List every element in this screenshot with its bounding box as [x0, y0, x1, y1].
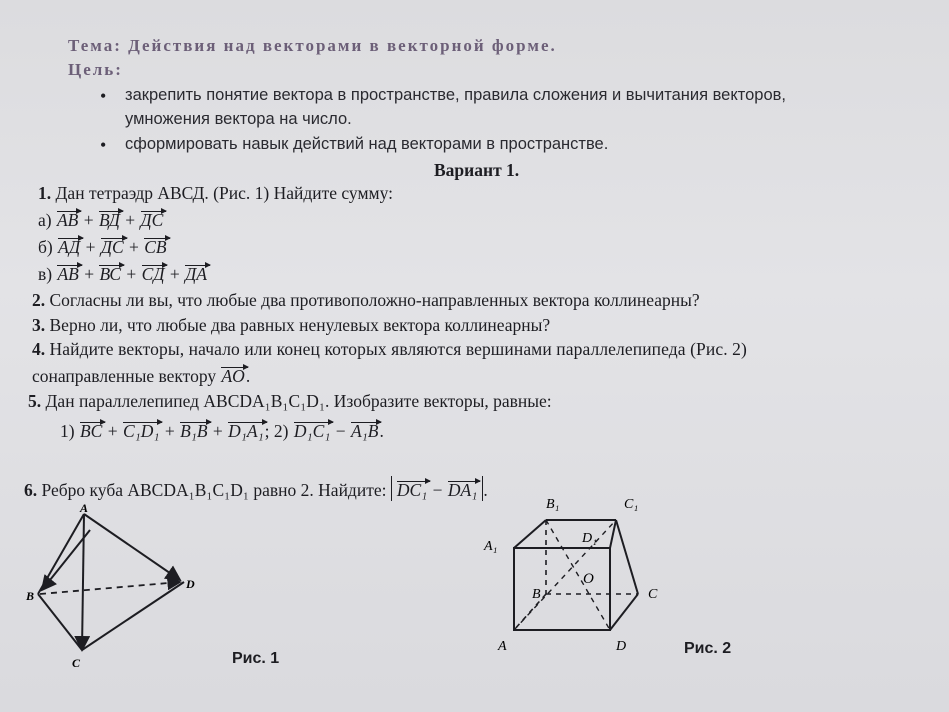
figure-2-caption: Рис. 2 — [684, 640, 732, 657]
edge-ad — [84, 514, 180, 580]
vertex-label-c1: C₁ — [624, 497, 639, 512]
task-text: Согласны ли вы, что любые два противоположно-направленных вектора коллинеарны? — [49, 290, 700, 310]
vector: СВ — [144, 237, 167, 257]
vector: D₁C₁ — [293, 421, 331, 441]
goal-item-1: закрепить понятие вектора в пространстве, правила сложения и вычитания векторов, — [125, 86, 787, 104]
task-text: Найдите векторы, начало или конец которых являются вершинами параллелепипеда (Рис. 2) — [49, 339, 747, 359]
vector: BC — [79, 421, 103, 441]
vector: C₁D₁ — [122, 421, 160, 441]
parallelepiped-figure — [480, 494, 680, 664]
punctuation: . — [483, 480, 488, 500]
task-5 — [28, 391, 552, 412]
vertex-label-d: D — [616, 639, 627, 654]
vertex-label-a: A — [80, 501, 89, 515]
task-6 — [24, 476, 488, 501]
item-label: в) — [38, 264, 53, 284]
task-4-cont — [32, 366, 250, 387]
vector: СД — [141, 264, 165, 284]
vector: DC₁ — [396, 480, 428, 500]
goal-item-1-cont: умножения вектора на число. — [125, 110, 352, 128]
edge-dc — [610, 594, 638, 630]
bullet-icon: • — [100, 86, 107, 106]
punctuation: . — [379, 421, 384, 441]
figure-1-caption: Рис. 1 — [232, 650, 280, 667]
center-label-o: O — [583, 571, 594, 587]
vector: DA₁ — [447, 480, 478, 500]
tetrahedron-figure — [20, 500, 220, 680]
vector: ДС — [140, 210, 164, 230]
vector: AO — [221, 366, 245, 386]
item-label: б) — [38, 237, 53, 257]
task-number: 3. — [32, 315, 46, 335]
task-number: 4. — [32, 339, 46, 359]
edge-c1c — [616, 520, 638, 594]
task-text: Дан тетраэдр АВСД. (Рис. 1) Найдите сумму: — [55, 183, 393, 203]
vertex-label-d: D — [186, 577, 195, 591]
separator: ; — [264, 421, 270, 441]
item-label: а) — [38, 210, 52, 230]
vector: D₁A₁ — [228, 421, 264, 441]
vector: B₁B — [180, 421, 208, 441]
vertex-label-a1: A₁ — [484, 539, 498, 554]
task-number: 5. — [28, 391, 42, 411]
task-4 — [32, 339, 747, 360]
task-text: сонаправленные вектору — [32, 366, 217, 386]
task-number: 1. — [38, 183, 52, 203]
vector: АВ — [56, 210, 79, 230]
variant-heading: Вариант 1. — [434, 160, 520, 180]
edge-bc — [38, 594, 82, 650]
task-5-exprs: 1) BC + C₁D₁ + B₁B + D₁A₁; 2) D₁C₁ − A₁B. — [60, 421, 384, 441]
vector: АД — [58, 237, 81, 257]
topic-title: Тема: Действия над векторами в векторной форме. — [68, 36, 557, 55]
task-1b: б) АД + ДС + СВ — [38, 237, 167, 257]
vector: ВС — [99, 264, 122, 284]
edge-ab — [38, 514, 84, 594]
goal-label: Цель: — [68, 60, 123, 79]
front-face — [514, 548, 610, 630]
vector: ВД — [99, 210, 120, 230]
task-text: Ребро куба ABCDA₁B₁C₁D₁ равно 2. Найдите: — [41, 480, 387, 500]
diagonal-b1d — [546, 520, 610, 630]
vertex-label-b: B — [532, 587, 541, 602]
vertex-label-b1: B₁ — [546, 497, 560, 512]
edge-bd-hidden — [40, 582, 180, 594]
task-text: Дан параллелепипед ABCDA₁B₁C₁D₁. Изобразите векторы, равные: — [45, 391, 552, 411]
edge-ac — [82, 514, 84, 650]
vertex-label-b: B — [26, 589, 35, 603]
item-label: 1) — [60, 421, 75, 441]
absolute-value: DC₁ − DA₁ — [391, 476, 483, 501]
vector: АВ — [57, 264, 79, 284]
punctuation: . — [245, 366, 251, 386]
goal-item-2: сформировать навык действий над векторами в пространстве. — [125, 135, 609, 153]
edge-cd — [82, 582, 184, 650]
task-text: Верно ли, что любые два равных ненулевых вектора коллинеарны? — [49, 315, 551, 335]
edge-a1b1 — [514, 520, 546, 548]
vertex-label-a: A — [498, 639, 507, 654]
vector: ДС — [100, 237, 124, 257]
item-label: 2) — [273, 421, 289, 441]
vertex-label-d1: D₁ — [582, 531, 597, 546]
vertex-label-c: C — [648, 587, 658, 602]
diagonal-ac1 — [514, 520, 616, 630]
vertex-label-c: C — [72, 656, 81, 670]
task-2 — [32, 290, 700, 311]
task-number: 6. — [24, 480, 38, 500]
bullet-icon: • — [100, 135, 107, 155]
task-1a: а) АВ + ВД + ДС — [38, 210, 164, 230]
vector: A₁B — [350, 421, 379, 441]
task-1 — [38, 183, 393, 204]
vector: ДА — [185, 264, 207, 284]
task-number: 2. — [32, 290, 46, 310]
task-1c: в) АВ + ВС + СД + ДА — [38, 264, 207, 284]
task-3 — [32, 315, 550, 336]
